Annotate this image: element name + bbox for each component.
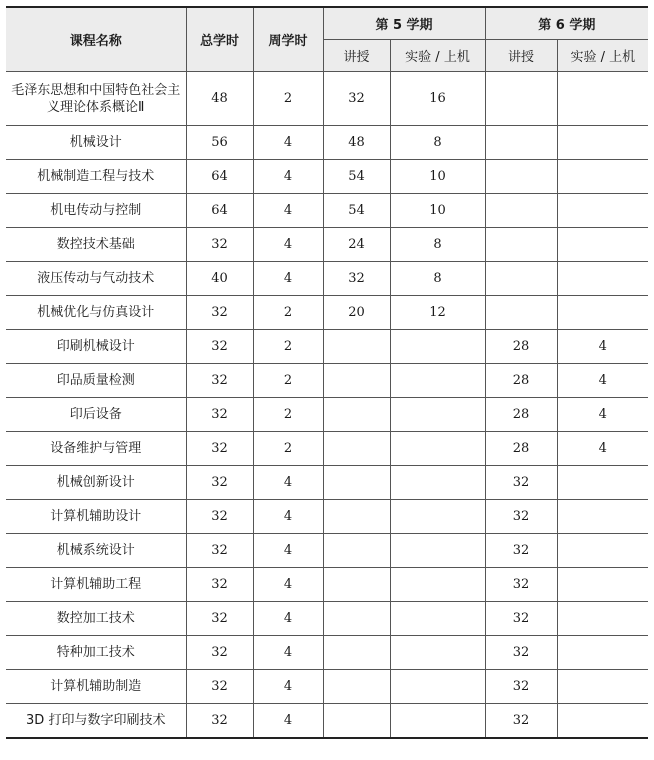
total-hours-cell: 32 bbox=[186, 296, 253, 330]
course-name-cell: 机械制造工程与技术 bbox=[6, 160, 186, 194]
weekly-hours-cell: 2 bbox=[253, 364, 323, 398]
course-name-cell: 机械系统设计 bbox=[6, 534, 186, 568]
course-name-cell: 机电传动与控制 bbox=[6, 194, 186, 228]
s5-lab-cell: 8 bbox=[390, 126, 485, 160]
weekly-hours-cell: 4 bbox=[253, 704, 323, 739]
weekly-hours-cell: 4 bbox=[253, 534, 323, 568]
header-s5-lab: 实验 / 上机 bbox=[390, 40, 485, 72]
total-hours-cell: 32 bbox=[186, 602, 253, 636]
total-hours-cell: 32 bbox=[186, 704, 253, 739]
s5-lecture-cell bbox=[323, 602, 390, 636]
weekly-hours-cell: 4 bbox=[253, 228, 323, 262]
s5-lecture-cell bbox=[323, 704, 390, 739]
table-row bbox=[6, 670, 648, 704]
weekly-hours-cell: 4 bbox=[253, 636, 323, 670]
course-name-cell: 计算机辅助制造 bbox=[6, 670, 186, 704]
s5-lecture-cell: 54 bbox=[323, 160, 390, 194]
table-row bbox=[6, 364, 648, 398]
table-row bbox=[6, 432, 648, 466]
course-schedule-table bbox=[6, 6, 648, 739]
s6-lecture-cell bbox=[485, 296, 557, 330]
s6-lab-cell: 4 bbox=[557, 364, 648, 398]
weekly-hours-cell: 2 bbox=[253, 296, 323, 330]
table-body bbox=[6, 72, 648, 739]
weekly-hours-cell: 4 bbox=[253, 262, 323, 296]
course-name-cell: 数控技术基础 bbox=[6, 228, 186, 262]
weekly-hours-cell: 4 bbox=[253, 602, 323, 636]
s6-lecture-cell: 28 bbox=[485, 398, 557, 432]
s6-lecture-cell bbox=[485, 228, 557, 262]
table-header bbox=[6, 7, 648, 72]
table-row bbox=[6, 228, 648, 262]
s5-lab-cell: 8 bbox=[390, 262, 485, 296]
total-hours-cell: 32 bbox=[186, 636, 253, 670]
weekly-hours-cell: 2 bbox=[253, 330, 323, 364]
weekly-hours-cell: 4 bbox=[253, 160, 323, 194]
s6-lecture-cell: 28 bbox=[485, 330, 557, 364]
table-row bbox=[6, 568, 648, 602]
s6-lecture-cell: 32 bbox=[485, 704, 557, 739]
table-row bbox=[6, 262, 648, 296]
s6-lecture-cell: 32 bbox=[485, 568, 557, 602]
s5-lecture-cell: 48 bbox=[323, 126, 390, 160]
course-name-cell: 印刷机械设计 bbox=[6, 330, 186, 364]
s6-lab-cell bbox=[557, 296, 648, 330]
table-row bbox=[6, 160, 648, 194]
s5-lecture-cell bbox=[323, 466, 390, 500]
header-s6-lecture: 讲授 bbox=[485, 40, 557, 72]
header-weekly-hours: 周学时 bbox=[253, 7, 323, 72]
s6-lab-cell bbox=[557, 636, 648, 670]
s6-lecture-cell: 28 bbox=[485, 364, 557, 398]
table-row bbox=[6, 466, 648, 500]
header-s6-lab: 实验 / 上机 bbox=[557, 40, 648, 72]
total-hours-cell: 40 bbox=[186, 262, 253, 296]
s6-lab-cell bbox=[557, 534, 648, 568]
s6-lecture-cell: 32 bbox=[485, 670, 557, 704]
course-name-cell: 3D 打印与数字印刷技术 bbox=[6, 704, 186, 739]
s5-lab-cell bbox=[390, 568, 485, 602]
course-name-cell: 机械创新设计 bbox=[6, 466, 186, 500]
table-row bbox=[6, 194, 648, 228]
total-hours-cell: 32 bbox=[186, 330, 253, 364]
s5-lecture-cell bbox=[323, 398, 390, 432]
total-hours-cell: 56 bbox=[186, 126, 253, 160]
s5-lab-cell bbox=[390, 432, 485, 466]
s5-lecture-cell bbox=[323, 534, 390, 568]
s6-lecture-cell bbox=[485, 194, 557, 228]
header-course-name: 课程名称 bbox=[6, 7, 186, 72]
s5-lab-cell: 16 bbox=[390, 72, 485, 126]
s5-lab-cell bbox=[390, 364, 485, 398]
header-s5-lecture: 讲授 bbox=[323, 40, 390, 72]
course-name-cell: 印品质量检测 bbox=[6, 364, 186, 398]
course-name-cell: 机械优化与仿真设计 bbox=[6, 296, 186, 330]
s5-lecture-cell bbox=[323, 568, 390, 602]
total-hours-cell: 32 bbox=[186, 534, 253, 568]
s5-lecture-cell: 32 bbox=[323, 72, 390, 126]
s6-lecture-cell: 32 bbox=[485, 534, 557, 568]
total-hours-cell: 32 bbox=[186, 364, 253, 398]
header-semester-5: 第 5 学期 bbox=[323, 7, 485, 40]
table-row bbox=[6, 398, 648, 432]
s5-lab-cell bbox=[390, 636, 485, 670]
weekly-hours-cell: 2 bbox=[253, 72, 323, 126]
s5-lab-cell: 8 bbox=[390, 228, 485, 262]
weekly-hours-cell: 2 bbox=[253, 432, 323, 466]
s5-lecture-cell: 24 bbox=[323, 228, 390, 262]
header-total-hours: 总学时 bbox=[186, 7, 253, 72]
weekly-hours-cell: 4 bbox=[253, 126, 323, 160]
s6-lab-cell bbox=[557, 194, 648, 228]
s5-lab-cell bbox=[390, 500, 485, 534]
s5-lab-cell bbox=[390, 330, 485, 364]
course-name-cell: 设备维护与管理 bbox=[6, 432, 186, 466]
s6-lecture-cell bbox=[485, 262, 557, 296]
weekly-hours-cell: 4 bbox=[253, 670, 323, 704]
table-row bbox=[6, 636, 648, 670]
course-name-cell: 印后设备 bbox=[6, 398, 186, 432]
s5-lecture-cell bbox=[323, 500, 390, 534]
s6-lecture-cell: 32 bbox=[485, 500, 557, 534]
total-hours-cell: 64 bbox=[186, 194, 253, 228]
s6-lab-cell bbox=[557, 568, 648, 602]
s6-lecture-cell: 32 bbox=[485, 636, 557, 670]
s6-lab-cell bbox=[557, 262, 648, 296]
s5-lecture-cell: 32 bbox=[323, 262, 390, 296]
s5-lab-cell: 10 bbox=[390, 160, 485, 194]
s6-lab-cell bbox=[557, 160, 648, 194]
s5-lecture-cell bbox=[323, 364, 390, 398]
course-name-cell: 数控加工技术 bbox=[6, 602, 186, 636]
total-hours-cell: 32 bbox=[186, 432, 253, 466]
total-hours-cell: 32 bbox=[186, 398, 253, 432]
s5-lab-cell bbox=[390, 466, 485, 500]
s6-lab-cell bbox=[557, 466, 648, 500]
s6-lecture-cell bbox=[485, 126, 557, 160]
s6-lab-cell bbox=[557, 228, 648, 262]
s5-lab-cell bbox=[390, 534, 485, 568]
s6-lab-cell bbox=[557, 500, 648, 534]
table-row bbox=[6, 704, 648, 739]
s5-lecture-cell bbox=[323, 330, 390, 364]
course-name-cell: 特种加工技术 bbox=[6, 636, 186, 670]
s6-lecture-cell: 32 bbox=[485, 602, 557, 636]
s5-lab-cell bbox=[390, 670, 485, 704]
s6-lab-cell bbox=[557, 670, 648, 704]
s6-lab-cell: 4 bbox=[557, 432, 648, 466]
weekly-hours-cell: 4 bbox=[253, 568, 323, 602]
table-row bbox=[6, 602, 648, 636]
s6-lab-cell bbox=[557, 602, 648, 636]
s5-lecture-cell: 20 bbox=[323, 296, 390, 330]
s6-lecture-cell bbox=[485, 72, 557, 126]
table-row bbox=[6, 296, 648, 330]
s5-lab-cell bbox=[390, 398, 485, 432]
s5-lecture-cell bbox=[323, 636, 390, 670]
s6-lab-cell bbox=[557, 72, 648, 126]
table-row bbox=[6, 534, 648, 568]
total-hours-cell: 32 bbox=[186, 500, 253, 534]
s5-lecture-cell bbox=[323, 670, 390, 704]
weekly-hours-cell: 4 bbox=[253, 194, 323, 228]
total-hours-cell: 32 bbox=[186, 228, 253, 262]
course-name-cell: 机械设计 bbox=[6, 126, 186, 160]
total-hours-cell: 64 bbox=[186, 160, 253, 194]
total-hours-cell: 32 bbox=[186, 568, 253, 602]
s5-lecture-cell bbox=[323, 432, 390, 466]
course-name-cell: 液压传动与气动技术 bbox=[6, 262, 186, 296]
weekly-hours-cell: 4 bbox=[253, 466, 323, 500]
s6-lab-cell bbox=[557, 704, 648, 739]
s6-lab-cell bbox=[557, 126, 648, 160]
total-hours-cell: 32 bbox=[186, 466, 253, 500]
course-name-cell: 计算机辅助工程 bbox=[6, 568, 186, 602]
s6-lab-cell: 4 bbox=[557, 398, 648, 432]
table-row bbox=[6, 330, 648, 364]
course-name-cell: 毛泽东思想和中国特色社会主义理论体系概论Ⅱ bbox=[6, 72, 186, 126]
course-name-cell: 计算机辅助设计 bbox=[6, 500, 186, 534]
table-row bbox=[6, 500, 648, 534]
s6-lecture-cell bbox=[485, 160, 557, 194]
s5-lab-cell: 10 bbox=[390, 194, 485, 228]
total-hours-cell: 32 bbox=[186, 670, 253, 704]
s6-lecture-cell: 28 bbox=[485, 432, 557, 466]
header-semester-6: 第 6 学期 bbox=[485, 7, 648, 40]
s5-lab-cell: 12 bbox=[390, 296, 485, 330]
weekly-hours-cell: 4 bbox=[253, 500, 323, 534]
weekly-hours-cell: 2 bbox=[253, 398, 323, 432]
s5-lab-cell bbox=[390, 602, 485, 636]
s5-lab-cell bbox=[390, 704, 485, 739]
table-row bbox=[6, 126, 648, 160]
total-hours-cell: 48 bbox=[186, 72, 253, 126]
s5-lecture-cell: 54 bbox=[323, 194, 390, 228]
s6-lecture-cell: 32 bbox=[485, 466, 557, 500]
s6-lab-cell: 4 bbox=[557, 330, 648, 364]
table-row bbox=[6, 72, 648, 126]
